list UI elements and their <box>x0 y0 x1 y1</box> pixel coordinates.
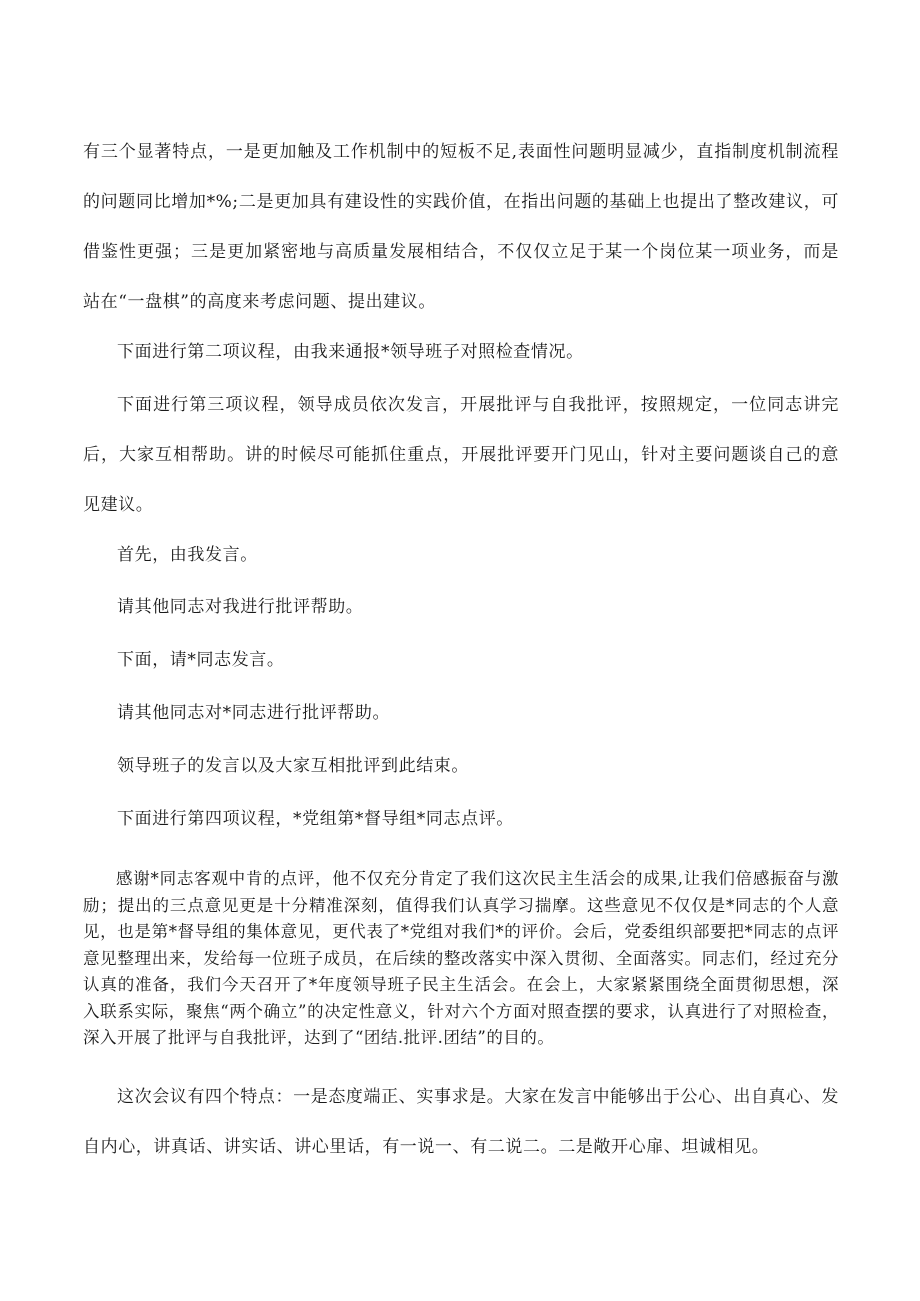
paragraph-criticize-me: 请其他同志对我进行批评帮助。 <box>117 597 364 617</box>
paragraph-thanks-comments: 感谢*同志客观中肯的点评，他不仅充分肯定了我们这次民主生活会的成果,让我们倍感振奋与激励；提出的三点意见更是十分精准深刻，值得我们认真学习揣摩。这些意见不仅仅是*同志的个人意见，也是第*督导组的集体意见，更代表了*党组对我们*的评价。会后，党委组织部要把*同志的点评意见整理出来，发给每一位班子成员，在后续的整改落实中深入贯彻、全面落实。同志们，经过充分认真的准备，我们今天召开了*年度领导班子民主生活会。在会上，大家紧紧围绕全面贯彻思想，深入联系实际，聚焦“两个确立”的决定性意义，针对六个方面对照查摆的要求，认真进行了对照检查，深入开展了批评与自我批评，达到了“团结.批评.团结”的目的。 <box>83 869 839 1047</box>
paragraph-next-speaker: 下面，请*同志发言。 <box>117 650 285 670</box>
paragraph-agenda-four: 下面进行第四项议程，*党组第*督导组*同志点评。 <box>117 809 514 829</box>
paragraph-speeches-end: 领导班子的发言以及大家互相批评到此结束。 <box>117 756 469 776</box>
paragraph-criticize-comrade: 请其他同志对*同志进行批评帮助。 <box>117 703 391 723</box>
paragraph-agenda-three: 下面进行第三项议程，领导成员依次发言，开展批评与自我批评，按照规定，一位同志讲完后，大家互相帮助。讲的时候尽可能抓住重点，开展批评要开门见山，针对主要问题谈自己的意见建议。 <box>83 395 839 515</box>
paragraph-features-intro: 有三个显著特点，一是更加触及工作机制中的短板不足,表面性问题明显减少，直指制度机制流程的问题同比增加*%;二是更加具有建设性的实践价值，在指出问题的基础上也提出了整改建议，可借鉴性更强；三是更加紧密地与高质量发展相结合，不仅仅立足于某一个岗位某一项业务，而是站在“一盘棋”的高度来考虑问题、提出建议。 <box>83 142 839 312</box>
paragraph-meeting-features: 这次会议有四个特点：一是态度端正、实事求是。大家在发言中能够出于公心、出自真心、发自内心，讲真话、讲实话、讲心里话，有一说一、有二说二。二是敞开心扉、坦诚相见。 <box>83 1087 839 1157</box>
paragraph-first-speech: 首先，由我发言。 <box>117 545 258 565</box>
paragraph-agenda-two: 下面进行第二项议程，由我来通报*领导班子对照检查情况。 <box>117 342 584 362</box>
